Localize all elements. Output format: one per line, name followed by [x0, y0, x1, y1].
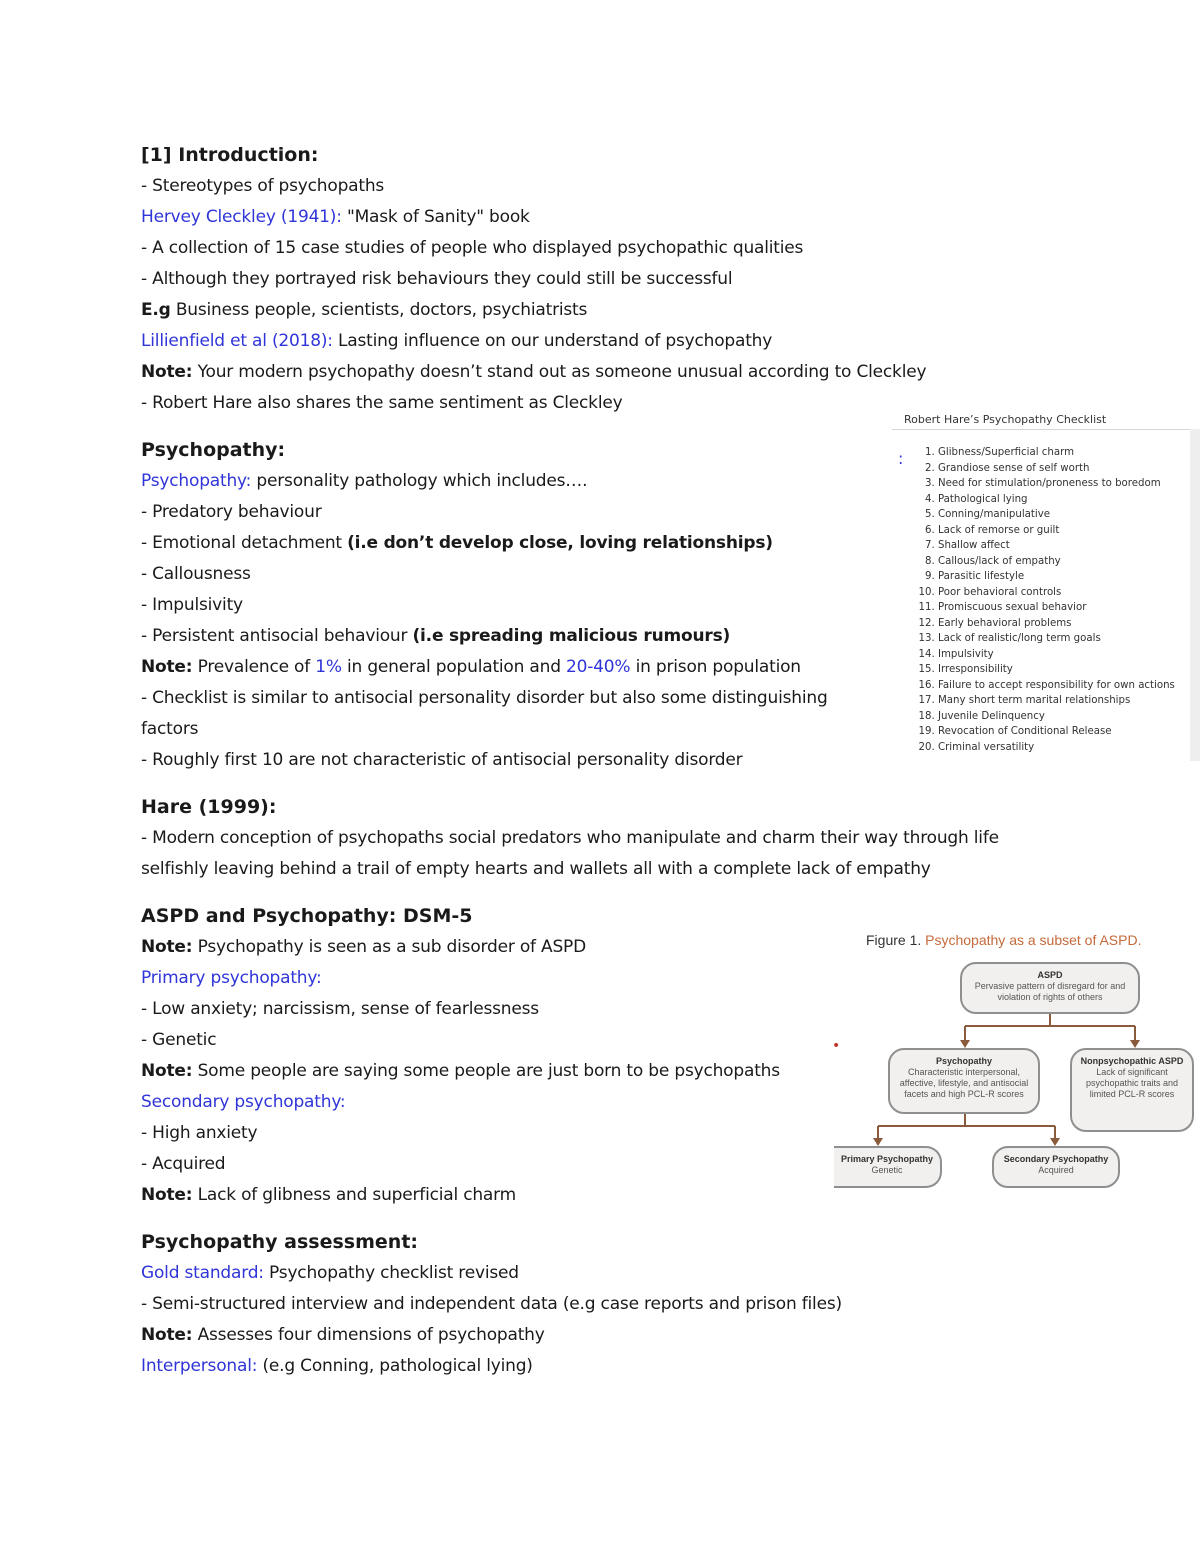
nonpsychopathic-box	[1070, 1048, 1194, 1132]
eg-label: E.g	[141, 300, 171, 320]
psychopathy-persistent-line	[141, 621, 901, 652]
primary-low-anxiety: - Low anxiety; narcissism, sense of fearlessness	[141, 999, 539, 1019]
checklist-list	[902, 445, 1175, 755]
psychopathy-heading: Psychopathy:	[141, 439, 286, 461]
checklist-image	[892, 405, 1200, 761]
intro-heading: [1] Introduction:	[141, 144, 319, 166]
psychopathy-impulsivity: - Impulsivity	[141, 595, 243, 615]
gold-standard-reference: Gold standard:	[141, 1263, 264, 1283]
note-label: Note:	[141, 362, 193, 382]
cleckley-reference: Hervey Cleckley (1941):	[141, 207, 342, 227]
checklist-title: Robert Hare’s Psychopathy Checklist	[904, 413, 1107, 426]
nonpsychopathic-box-desc: Lack of significant psychopathic traits and limited PCL-R scores	[1085, 1067, 1179, 1099]
checklist-similar-line-2: factors	[141, 719, 199, 739]
psychopathy-box	[888, 1048, 1040, 1114]
checklist-item: 9. Parasitic lifestyle	[938, 569, 1175, 585]
checklist-item: 13. Lack of realistic/long term goals	[938, 631, 1175, 647]
psychopathy-box-desc: Characteristic interpersonal, affective, lifestyle, and antisocial facets and high PCL-R scores	[899, 1067, 1029, 1099]
prevalence-text-c: in prison population	[630, 657, 801, 677]
intro-cleckley-line	[141, 202, 901, 233]
aspd-note-1	[141, 932, 901, 963]
interpersonal-line	[141, 1351, 901, 1382]
arrow-nonpsychopathic	[1130, 1040, 1140, 1048]
checklist-item: 3. Need for stimulation/proneness to boredom	[938, 476, 1175, 492]
prevalence-text-b: in general population and	[341, 657, 567, 677]
checklist-item: 1. Glibness/Superficial charm	[938, 445, 1175, 461]
aspd-note-2-text: Some people are saying some people are just born to be psychopaths	[192, 1061, 780, 1081]
checklist-item: 20. Criminal versatility	[938, 740, 1175, 756]
primary-genetic: - Genetic	[141, 1030, 217, 1050]
secondary-psychopathy-label: Secondary psychopathy:	[141, 1092, 346, 1112]
primary-psychopathy-box	[834, 1146, 942, 1188]
checklist-bullet: :	[898, 449, 904, 468]
psychopathy-box-title: Psychopathy	[935, 1056, 993, 1066]
checklist-item: 5. Conning/manipulative	[938, 507, 1175, 523]
secondary-box-desc: Acquired	[1038, 1165, 1074, 1175]
aspd-note-3-text: Lack of glibness and superficial charm	[192, 1185, 517, 1205]
intro-eg-line	[141, 295, 901, 326]
aspd-figure	[830, 928, 1200, 1193]
prevalence-text-a: Prevalence of	[192, 657, 316, 677]
checklist-edge	[1190, 429, 1200, 761]
assessment-note	[141, 1320, 901, 1351]
psychopathy-reference: Psychopathy:	[141, 471, 252, 491]
intro-collection: - A collection of 15 case studies of people who displayed psychopathic qualities	[141, 238, 804, 258]
intro-stereotypes: - Stereotypes of psychopaths	[141, 176, 385, 196]
checklist-item: 6. Lack of remorse or guilt	[938, 523, 1175, 539]
checklist-item: 7. Shallow affect	[938, 538, 1175, 554]
aspd-note-1-text: Psychopathy is seen as a sub disorder of ASPD	[192, 937, 587, 957]
secondary-acquired: - Acquired	[141, 1154, 226, 1174]
interpersonal-text: (e.g Conning, pathological lying)	[257, 1356, 533, 1376]
prevalence-note-label: Note:	[141, 657, 193, 677]
checklist-item: 17. Many short term marital relationships	[938, 693, 1175, 709]
prevalence-prison: 20-40%	[566, 657, 631, 677]
checklist-item: 8. Callous/lack of empathy	[938, 554, 1175, 570]
intro-note-line	[141, 357, 927, 388]
checklist-item: 2. Grandiose sense of self worth	[938, 461, 1175, 477]
aspd-box-title: ASPD	[1037, 970, 1063, 980]
gold-standard-line	[141, 1258, 901, 1289]
prevalence-general: 1%	[315, 657, 342, 677]
emotional-text: - Emotional detachment	[141, 533, 348, 553]
note-text: Your modern psychopathy doesn’t stand out as someone unusual according to Cleckley	[192, 362, 927, 382]
checklist-item: 4. Pathological lying	[938, 492, 1175, 508]
figure-title	[866, 932, 1141, 948]
assessment-note-label: Note:	[141, 1325, 193, 1345]
emotional-example: (i.e don’t develop close, loving relationships)	[347, 533, 773, 553]
assessment-semi: - Semi-structured interview and independent data (e.g case reports and prison files)	[141, 1294, 842, 1314]
arrow-psychopathy	[960, 1040, 970, 1048]
checklist-item: 16. Failure to accept responsibility for own actions	[938, 678, 1175, 694]
psychopathy-emotional-line	[141, 528, 901, 559]
assessment-heading: Psychopathy assessment:	[141, 1231, 418, 1253]
primary-psychopathy-label: Primary psychopathy:	[141, 968, 322, 988]
aspd-heading: ASPD and Psychopathy: DSM-5	[141, 905, 473, 927]
cleckley-text: "Mask of Sanity" book	[341, 207, 530, 227]
assessment-note-text: Assesses four dimensions of psychopathy	[192, 1325, 545, 1345]
intro-although: - Although they portrayed risk behaviours they could still be successful	[141, 269, 733, 289]
primary-box-title: Primary Psychopathy	[840, 1154, 934, 1164]
aspd-box	[960, 962, 1140, 1014]
intro-hare-line: - Robert Hare also shares the same sentiment as Cleckley	[141, 393, 623, 413]
arrow-primary	[873, 1138, 883, 1146]
checklist-item: 11. Promiscuous sexual behavior	[938, 600, 1175, 616]
nonpsychopathic-box-title: Nonpsychopathic ASPD	[1080, 1056, 1184, 1066]
figure-marker: •	[832, 1038, 841, 1054]
psychopathy-predatory: - Predatory behaviour	[141, 502, 322, 522]
secondary-high-anxiety: - High anxiety	[141, 1123, 258, 1143]
secondary-box-title: Secondary Psychopathy	[1003, 1154, 1109, 1164]
eg-text: Business people, scientists, doctors, psychiatrists	[170, 300, 588, 320]
checklist-divider	[892, 429, 1200, 430]
figure-caption: Psychopathy as a subset of ASPD.	[921, 932, 1142, 948]
checklist-item: 19. Revocation of Conditional Release	[938, 724, 1175, 740]
primary-box-desc: Genetic	[871, 1165, 903, 1175]
psychopathy-roughly: - Roughly first 10 are not characteristic of antisocial personality disorder	[141, 750, 743, 770]
persistent-text: - Persistent antisocial behaviour	[141, 626, 413, 646]
checklist-item: 15. Irresponsibility	[938, 662, 1175, 678]
aspd-note-3-label: Note:	[141, 1185, 193, 1205]
checklist-item: 14. Impulsivity	[938, 647, 1175, 663]
intro-lillienfeld-line	[141, 326, 901, 357]
aspd-note-1-label: Note:	[141, 937, 193, 957]
arrow-secondary	[1050, 1138, 1060, 1146]
lillienfeld-text: Lasting influence on our understand of psychopathy	[332, 331, 773, 351]
aspd-note-3	[141, 1180, 901, 1211]
aspd-note-2	[141, 1056, 901, 1087]
psychopathy-definition	[141, 466, 901, 497]
checklist-item: 12. Early behavioral problems	[938, 616, 1175, 632]
hare-heading: Hare (1999):	[141, 796, 277, 818]
aspd-box-desc: Pervasive pattern of disregard for and violation of rights of others	[974, 981, 1126, 1002]
psychopathy-def-text: personality pathology which includes….	[251, 471, 588, 491]
aspd-note-2-label: Note:	[141, 1061, 193, 1081]
hare-line-2: selfishly leaving behind a trail of empty hearts and wallets all with a complete lack of empathy	[141, 859, 931, 879]
checklist-item: 10. Poor behavioral controls	[938, 585, 1175, 601]
checklist-item: 18. Juvenile Delinquency	[938, 709, 1175, 725]
psychopathy-note-line	[141, 652, 901, 683]
gold-standard-text: Psychopathy checklist revised	[263, 1263, 519, 1283]
psychopathy-callousness: - Callousness	[141, 564, 251, 584]
hare-line-1: - Modern conception of psychopaths social predators who manipulate and charm their way through life	[141, 828, 999, 848]
checklist-similar-line-1: - Checklist is similar to antisocial personality disorder but also some distinguishing	[141, 688, 828, 708]
persistent-example: (i.e spreading malicious rumours)	[412, 626, 731, 646]
interpersonal-reference: Interpersonal:	[141, 1356, 258, 1376]
figure-number: Figure 1.	[866, 932, 922, 948]
secondary-psychopathy-box	[992, 1146, 1120, 1188]
lillienfeld-reference: Lillienfield et al (2018):	[141, 331, 333, 351]
